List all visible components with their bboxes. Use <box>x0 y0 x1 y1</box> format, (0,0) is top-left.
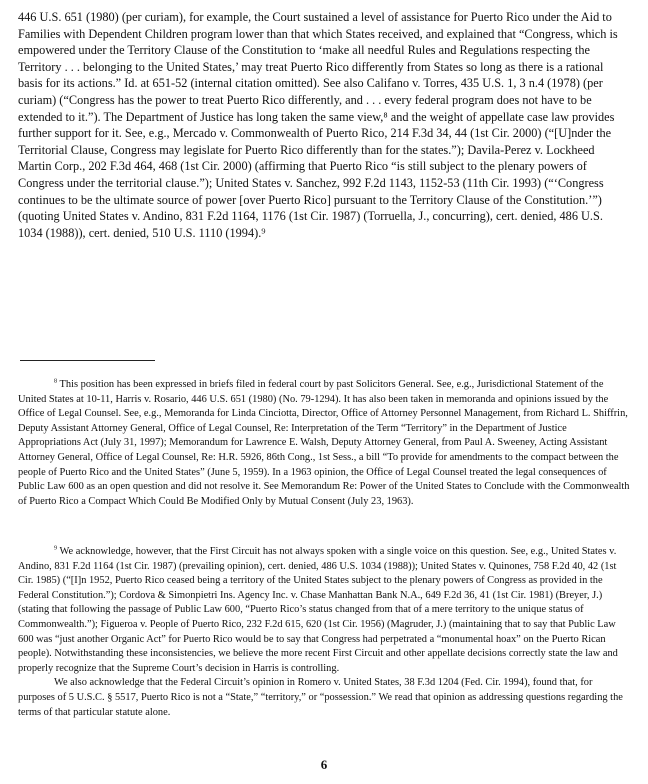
page-number: 6 <box>320 757 328 772</box>
footnote-8-marker: 8 <box>54 377 58 385</box>
footnote-9 <box>18 545 630 720</box>
footnote-9-paragraph <box>18 545 630 676</box>
main-paragraph: 446 U.S. 651 (1980) (per curiam), for example, the Court sustained a level of assistance for Puerto Rico under the Aid to Families with Dependent Children program lower than that which States received, and explained that “Congress, which is empowered under the Territory Clause of the Constitution to ‘make all needful Rules and Regulations respecting the Territory . . . belonging to the United States,’ may treat Puerto Rico differently from States so long as there is a rational basis for its actions.” Id. at 651-52 (internal citation omitted). See also Califano v. Torres, 435 U.S. 1, 3 n.4 (1978) (per curiam) (“Congress has the power to treat Puerto Rico differently, and . . . every federal program does not have to be extended to it.”). The Department of Justice has long taken the same view,⁸ and the weight of appellate case law provides further support for it. See, e.g., Mercado v. Commonwealth of Puerto Rico, 214 F.3d 34, 44 (1st Cir. 2000) (“[U]nder the Territorial Clause, Congress may legislate for Puerto Rico differently than for the states.”); Davila-Perez v. Lockheed Martin Corp., 202 F.3d 464, 468 (1st Cir. 2000) (affirming that Puerto Rico “is still subject to the plenary powers of Congress under the territorial clause.”); United States v. Sanchez, 992 F.2d 1143, 1152-53 (11th Cir. 1993) (“‘Congress continues to be the ultimate source of power [over Puerto Rico] pursuant to the Territory Clause of the Constitution.’”) (quoting United States v. Andino, 831 F.2d 1164, 1176 (1st Cir. 1987) (Torruella, J., concurring), cert. denied, 486 U.S. 1034 (1988)), cert. denied, 510 U.S. 1110 (1994).⁹ <box>18 10 618 240</box>
footnote-9-continuation <box>18 676 630 720</box>
footnote-8-text: This position has been expressed in briefs filed in federal court by past Solicitors General. See, e.g., Jurisdictional Statement of the United States at 10-11, Harris v. Rosario, 446 U.S. 651 (1980) (No. 79-1294). It has also been taken in memoranda and opinions issued by the Office of Legal Counsel. See, e.g., Memoranda for Linda Cinciotta, Director, Office of Attorney Personnel Management, from Richard L. Shiffrin, Deputy Assistant Attorney General, Office of Legal Counsel, Re: Interpretation of the Term “Territory” in the Department of Justice Appropriations Act (July 31, 1997); Memorandum for Lawrence E. Walsh, Deputy Attorney General, from Paul A. Sweeney, Acting Assistant Attorney General, Office of Legal Counsel, Re: H.R. 5926, 86th Cong., 1st Sess., a bill “To provide for amendments to the compact between the people of Puerto Rico and the United States” (June 5, 1959). In a 1963 opinion, the Office of Legal Counsel treated the legal consequences of Public Law 600 as an open question and did not resolve it. See Memorandum Re: Power of the United States to Conclude with the Commonwealth of Puerto Rico a Compact Which Could Be Modified Only by Mutual Consent (July 23, 1963). <box>18 379 630 507</box>
footnote-9-continuation-text: We also acknowledge that the Federal Circuit’s opinion in Romero v. United States, 38 F.3d 1204 (Fed. Cir. 1994), found that, for purposes of 5 U.S.C. § 5517, Puerto Rico is not a “State,” “territory,” or “possession.” We read that opinion as addressing questions regarding the terms of that particular statute alone. <box>18 677 623 718</box>
footnote-8 <box>18 378 630 509</box>
footnote-9-marker: 9 <box>54 544 58 552</box>
footnote-separator <box>20 360 155 361</box>
footnote-9-text: We acknowledge, however, that the First Circuit has not always spoken with a single voice on this question. See, e.g., United States v. Andino, 831 F.2d 1164 (1st Cir. 1987) (prevailing opinion), cert. denied, 486 U.S. 1034 (1988)); United States v. Quinones, 758 F.2d 40, 42 (1st Cir. 1985) (“[I]n 1952, Puerto Rico ceased being a territory of the United States subject to the plenary powers of Congress as provided in the Federal Constitution.”); Cordova & Simonpietri Ins. Agency Inc. v. Chase Manhattan Bank N.A., 649 F.2d 36, 41 (1st Cir. 1981) (Breyer, J.) (stating that following the passage of Public Law 600, “Puerto Rico’s status changed from that of a mere territory to the unique status of Commonwealth.”); Figueroa v. People of Puerto Rico, 232 F.2d 615, 620 (1st Cir. 1956) (Magruder, J.) (maintaining that to say that Public Law 600 was “just another Organic Act” for Puerto Rico would be to say that Congress had perpetrated a “monumental hoax” on the Puerto Rican people). Notwithstanding these inconsistencies, we believe the more recent First Circuit and other appellate decisions correctly state the law and properly recognize that the Supreme Court’s decision in Harris is controlling. <box>18 546 618 674</box>
